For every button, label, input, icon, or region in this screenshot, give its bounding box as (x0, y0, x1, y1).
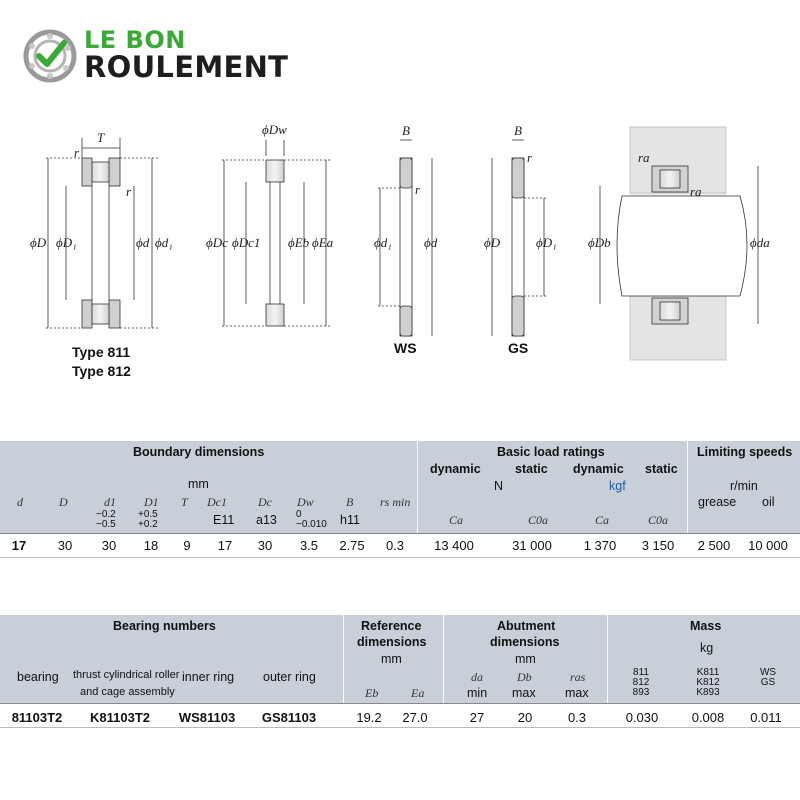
label-type812: Type 812 (72, 363, 131, 379)
t2-outer: GS81103 (261, 710, 317, 725)
unit-kgf: kgf (609, 479, 626, 493)
mounting-drawing (600, 127, 758, 360)
unit-N: N (494, 479, 504, 493)
tol-D1-bot: +0.2 (138, 519, 158, 530)
col-inner: inner ring (182, 670, 235, 684)
t1-B: 2.75 (339, 538, 365, 553)
mass-WS: WS (759, 667, 777, 678)
t2-Ea: 27.0 (402, 710, 428, 725)
tol-B: h11 (340, 513, 360, 527)
col-dynamic-2: dynamic (573, 462, 624, 476)
type811-drawing (46, 138, 160, 328)
col-outer: outer ring (263, 670, 316, 684)
tol-Dc1: E11 (213, 513, 235, 527)
col-Dc1: Dc1 (207, 495, 227, 509)
sym-r-ws: r (415, 182, 421, 197)
brand-logo (22, 26, 302, 88)
t2-mass-1: 0.030 (625, 710, 659, 725)
t2-da: 27 (469, 710, 485, 725)
bearing-check-icon (22, 28, 78, 84)
t1-C0a: 31 000 (512, 538, 552, 553)
t1-Ca: 13 400 (434, 538, 474, 553)
col-rs-min: rs min (380, 495, 411, 509)
t2-ras: 0.3 (567, 710, 587, 725)
group-ref-2: dimensions (357, 635, 427, 649)
t2-mass-3: 0.011 (750, 710, 782, 725)
col-D1: D1 (144, 495, 159, 509)
col-grease: grease (698, 495, 737, 509)
t1-oil: 10 000 (748, 538, 788, 553)
sub-max: max (512, 686, 536, 700)
sym-T: T (97, 130, 105, 145)
t1-Dw: 3.5 (299, 538, 319, 553)
t2-assembly: K81103T2 (90, 710, 150, 725)
sym-d1-ws: ϕd₁ (374, 235, 392, 250)
technical-drawings (0, 118, 800, 390)
mass-GS: GS (760, 677, 776, 688)
col-T: T (181, 495, 188, 509)
t2-bearing: 81103T2 (11, 710, 63, 725)
label-gs: GS (508, 340, 529, 356)
group-ref: Reference (361, 619, 422, 633)
t1-T: 9 (183, 538, 191, 553)
sym-d-ws: ϕd (424, 235, 438, 250)
table1-header-band (0, 441, 800, 533)
group-boundary: Boundary dimensions (133, 445, 265, 459)
tol-Dc: a13 (256, 513, 277, 527)
sym-ra2: ra (690, 184, 702, 199)
sym-ra: ra (638, 150, 650, 165)
t2-Eb: 19.2 (356, 710, 382, 725)
mass-812: 812 (632, 677, 650, 688)
sym-B-gs: B (514, 123, 522, 138)
sym-B-ws: B (402, 123, 410, 138)
sym-Dc1: ϕDc1 (232, 235, 261, 250)
col-Dc: Dc (258, 495, 272, 509)
sym-Ea: ϕEa (312, 235, 334, 250)
col-ras: ras (570, 670, 586, 684)
t2-inner: WS81103 (178, 710, 236, 725)
sym-Dc: ϕDc (206, 235, 228, 250)
group-abut-2: dimensions (490, 635, 560, 649)
group-numbers: Bearing numbers (113, 619, 216, 633)
col-assembly-2: and cage assembly (80, 686, 175, 698)
t2-Db: 20 (517, 710, 533, 725)
t1-C0a-kgf: 3 150 (641, 538, 675, 553)
col-Ca-1: Ca (449, 513, 464, 527)
tol-Dw-top: 0 (296, 509, 302, 520)
group-mass: Mass (690, 619, 722, 633)
label-type811: Type 811 (72, 344, 131, 360)
mass-K812: K812 (696, 677, 720, 688)
mass-K811: K811 (696, 667, 720, 678)
col-dynamic-1: dynamic (430, 462, 481, 476)
sym-Dw: ϕDw (262, 122, 287, 137)
col-Ca-2: Ca (595, 513, 610, 527)
sym-D1: ϕD₁ (56, 235, 77, 250)
col-Dw: Dw (297, 495, 314, 509)
sym-D1-gs: ϕD₁ (536, 235, 557, 250)
t1-grease: 2 500 (697, 538, 731, 553)
sym-d1: ϕd₁ (155, 235, 173, 250)
col-bearing: bearing (17, 670, 59, 684)
col-C0a-1: C0a (528, 513, 549, 527)
t1-Dc1: 17 (217, 538, 233, 553)
col-assembly: thrust cylindrical roller (73, 669, 180, 681)
col-B: B (346, 495, 354, 509)
t2-mass-2: 0.008 (691, 710, 725, 725)
t1-Ca-kgf: 1 370 (583, 538, 617, 553)
brand-line2: ROULEMENT (84, 50, 289, 84)
group-speed: Limiting speeds (697, 445, 793, 459)
col-static-2: static (645, 462, 678, 476)
sym-r2: r (126, 184, 132, 199)
t1-rs: 0.3 (385, 538, 405, 553)
col-Ea: Ea (411, 686, 425, 700)
tol-d1-bot: −0.5 (96, 519, 116, 530)
unit-kg: kg (700, 641, 714, 655)
col-static-1: static (515, 462, 548, 476)
tol-D1-top: +0.5 (138, 509, 158, 520)
t1-D1: 18 (143, 538, 159, 553)
sym-Eb: ϕEb (288, 235, 310, 250)
sym-Db: ϕDb (588, 235, 611, 250)
tol-d1-top: −0.2 (96, 509, 116, 520)
sub-max-2: max (565, 686, 589, 700)
col-C0a-2: C0a (648, 513, 669, 527)
brand-line1: LE BON (84, 26, 186, 54)
unit-mm: mm (188, 477, 209, 491)
roller-assembly-drawing (222, 140, 330, 326)
sym-da: ϕda (750, 235, 770, 250)
t1-D: 30 (57, 538, 73, 553)
col-Db: Db (517, 670, 532, 684)
col-d1: d1 (104, 495, 116, 509)
unit-mm-abut: mm (515, 652, 536, 666)
mass-K893: K893 (696, 687, 720, 698)
sym-r-gs: r (527, 150, 533, 165)
col-d: d (17, 495, 23, 509)
col-Eb: Eb (365, 686, 379, 700)
unit-mm-ref: mm (381, 652, 402, 666)
mass-893: 893 (632, 687, 650, 698)
sym-D: ϕD (30, 235, 47, 250)
unit-rpm: r/min (730, 479, 758, 493)
mass-811: 811 (633, 667, 649, 678)
col-D: D (59, 495, 68, 509)
col-oil: oil (762, 495, 775, 509)
sub-min: min (467, 686, 488, 700)
sym-D-gs: ϕD (484, 235, 501, 250)
tol-Dw-bot: −0.010 (296, 519, 327, 530)
label-ws: WS (394, 340, 417, 356)
sym-d: ϕd (136, 235, 150, 250)
t1-d: 17 (11, 538, 27, 553)
t1-d1: 30 (101, 538, 117, 553)
t1-Dc: 30 (257, 538, 273, 553)
group-abut: Abutment (497, 619, 556, 633)
sym-r: r (74, 145, 80, 160)
group-load: Basic load ratings (497, 445, 605, 459)
col-da: da (471, 670, 483, 684)
